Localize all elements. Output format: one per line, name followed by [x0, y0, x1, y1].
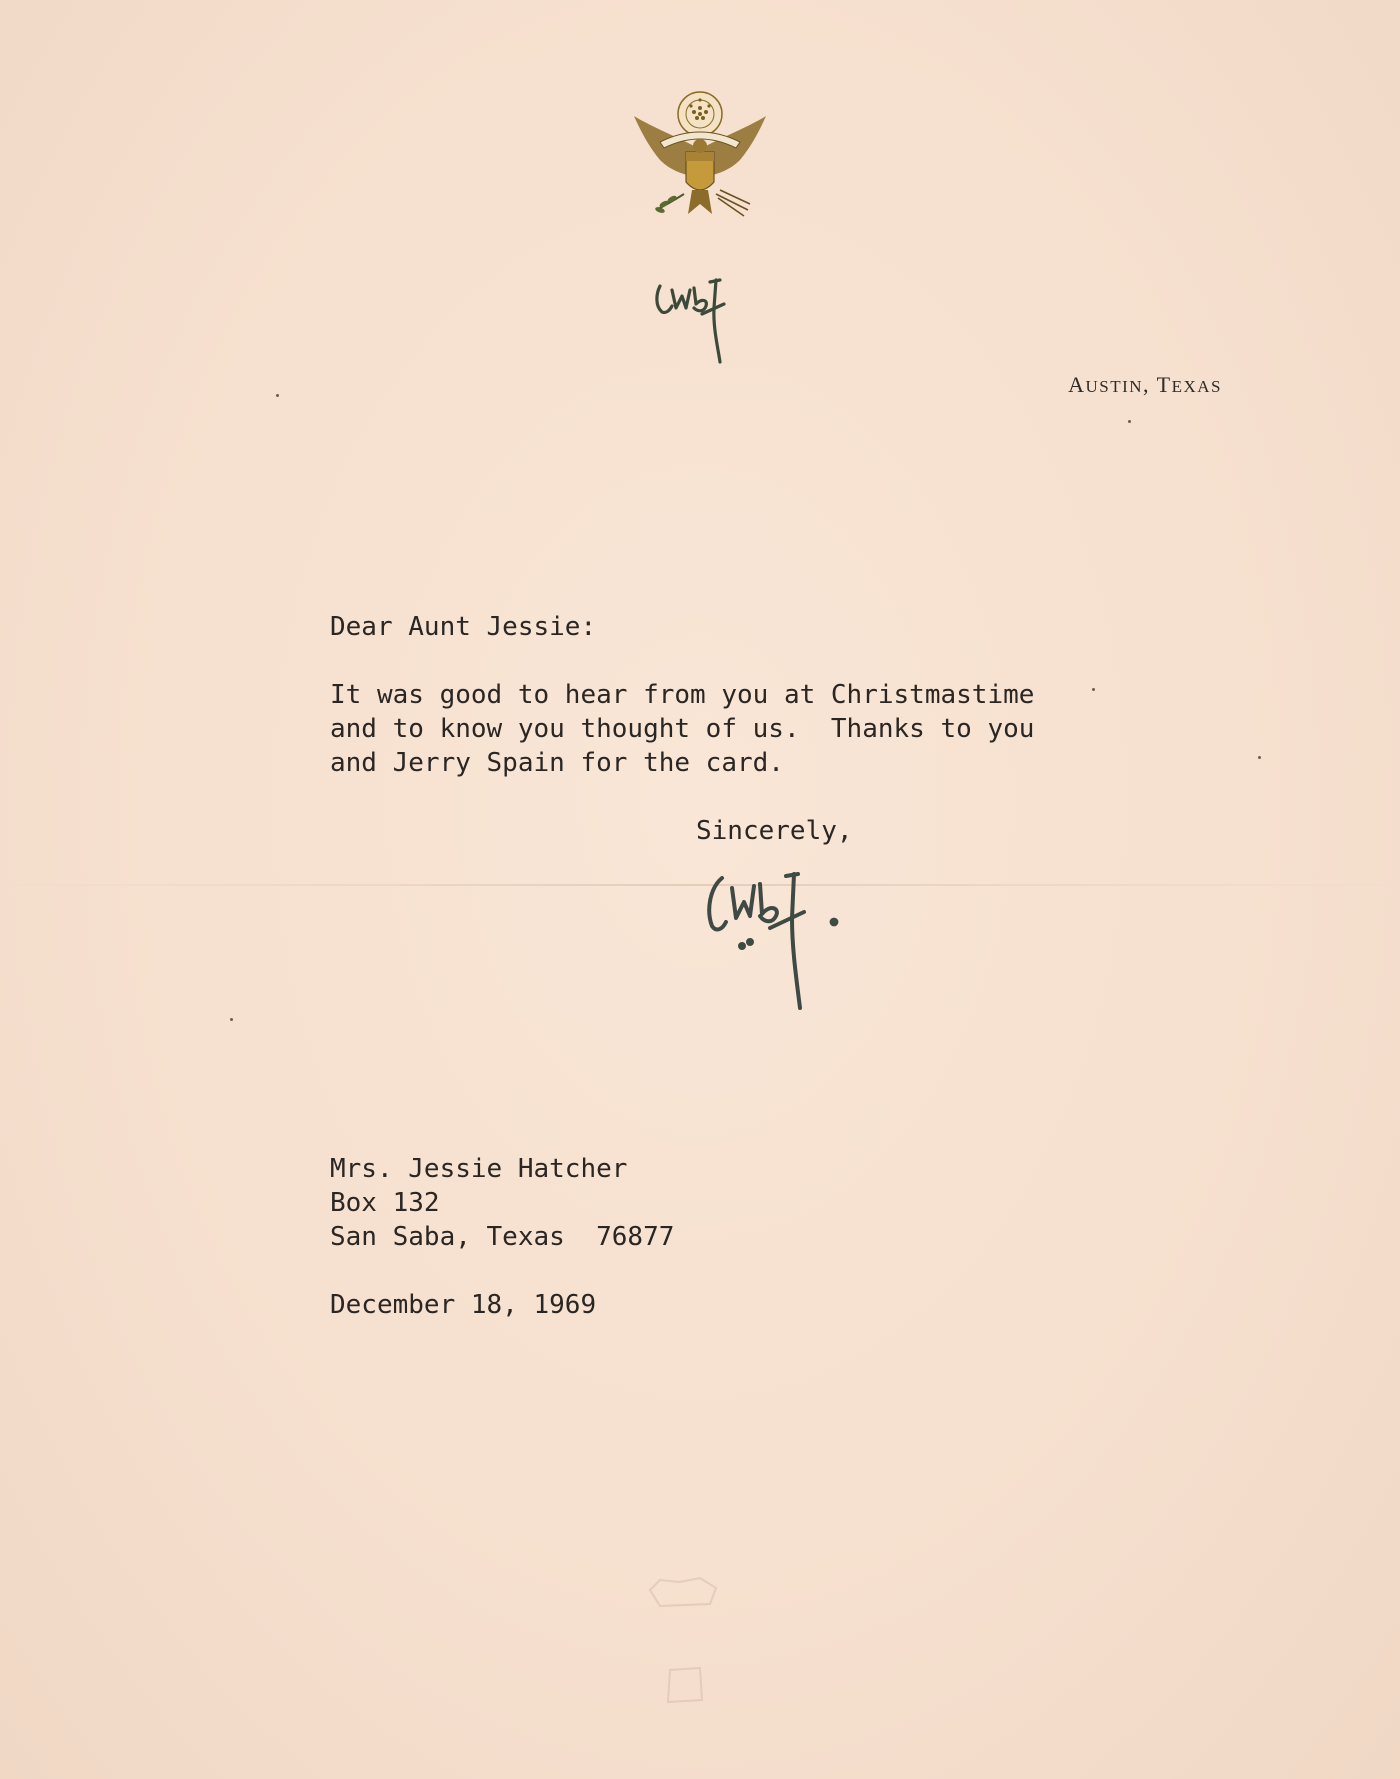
paper-speck — [276, 394, 279, 397]
recipient-city: San Saba, Texas 76877 — [330, 1222, 675, 1252]
paper-speck — [1128, 420, 1131, 423]
signature-icon — [700, 858, 850, 1018]
place-state-initial: T — [1156, 372, 1172, 397]
place-city-initial: A — [1068, 372, 1086, 397]
body-line-3: and Jerry Spain for the card. — [330, 748, 784, 778]
recipient-name: Mrs. Jessie Hatcher — [330, 1154, 628, 1184]
letter-date: December 18, 1969 — [330, 1290, 597, 1320]
embossed-impression-icon — [640, 1560, 730, 1710]
body-line-1: It was good to hear from you at Christmastime — [330, 680, 1035, 710]
place-state-rest: EXAS — [1171, 377, 1222, 396]
recipient-box: Box 132 — [330, 1188, 440, 1218]
place-separator: , — [1143, 372, 1157, 397]
paper-speck — [1258, 756, 1261, 759]
presidential-seal-icon — [620, 86, 780, 236]
place-city-rest: USTIN — [1085, 377, 1144, 396]
paper-speck — [1092, 688, 1095, 691]
letterhead-place — [1068, 372, 1222, 398]
lbj-monogram-icon — [650, 268, 740, 368]
paper-speck — [230, 1018, 233, 1021]
body-line-2: and to know you thought of us. Thanks to you — [330, 714, 1035, 744]
closing: Sincerely, — [696, 816, 853, 846]
salutation: Dear Aunt Jessie: — [330, 612, 597, 642]
